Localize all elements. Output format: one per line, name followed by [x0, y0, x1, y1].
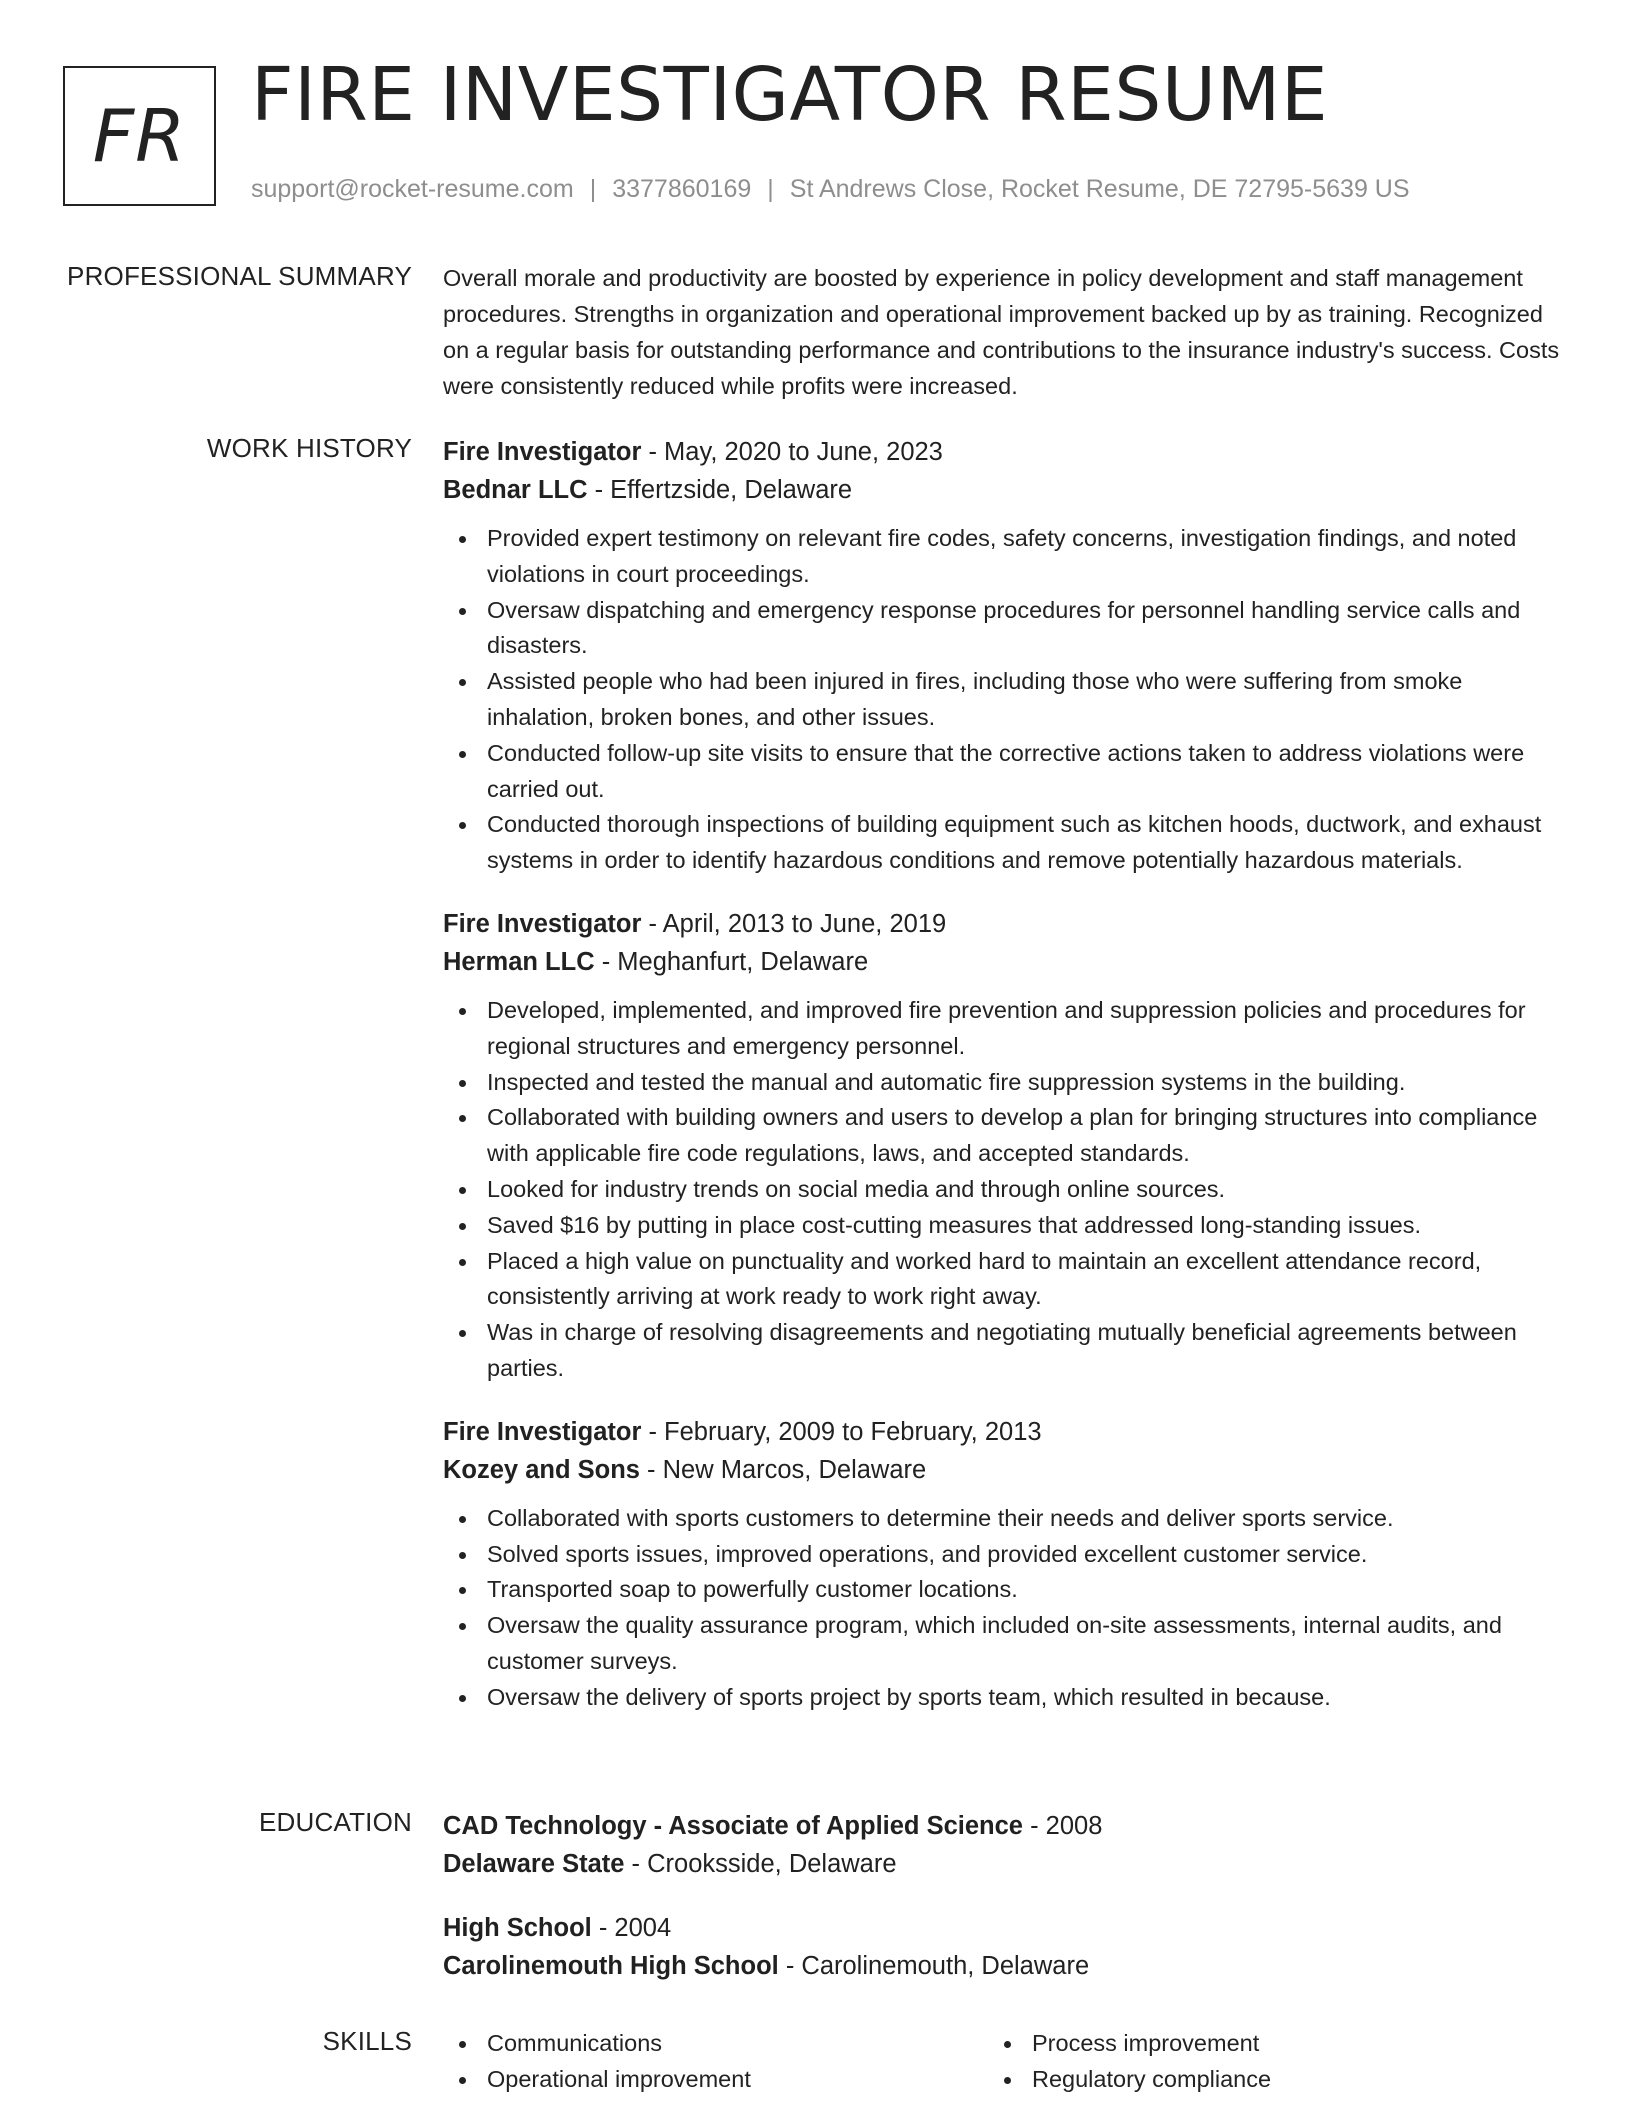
bullet-dot-icon	[459, 608, 466, 615]
job-bullet-text: Conducted follow-up site visits to ensure that the corrective actions taken to address violations were carried out.	[487, 739, 1525, 802]
education-school: Carolinemouth High School	[443, 1952, 779, 1980]
bullet-dot-icon	[459, 1623, 466, 1630]
job-bullet	[443, 1208, 1563, 1244]
job-bullet-list	[443, 521, 1563, 879]
bullet-dot-icon	[459, 536, 466, 543]
job-bullet	[443, 664, 1563, 736]
contact-address: St Andrews Close, Rocket Resume, DE 72795-5639 US	[789, 175, 1410, 203]
job-bullet-text: Inspected and tested the manual and automatic fire suppression systems in the building.	[487, 1068, 1406, 1095]
education-degree-line	[443, 1909, 1563, 1947]
bullet-dot-icon	[459, 1223, 466, 1230]
bullet-dot-icon	[459, 1330, 466, 1337]
contact-line	[251, 175, 1410, 204]
job-title-line	[443, 1413, 1563, 1451]
skill-text: Communications	[487, 2030, 663, 2056]
job-bullet-text: Solved sports issues, improved operations, and provided excellent customer service.	[487, 1540, 1368, 1567]
job-company: Herman LLC	[443, 947, 595, 976]
job-bullet-text: Provided expert testimony on relevant fire codes, safety concerns, investigation findings, and noted violations in court proceedings.	[487, 525, 1517, 587]
job-company-line	[443, 943, 1563, 981]
job-company-line	[443, 1451, 1563, 1489]
job-bullet-text: Oversaw the quality assurance program, which included on-site assessments, internal audits, and customer surveys.	[487, 1612, 1502, 1674]
bullet-dot-icon	[459, 1695, 466, 1702]
job-title: Fire Investigator	[443, 438, 642, 466]
skill-text: Operational improvement	[487, 2065, 751, 2092]
job-company: Bednar LLC	[443, 476, 588, 504]
bullet-dot-icon	[1004, 2077, 1011, 2084]
job-bullet-text: Placed a high value on punctuality and worked hard to maintain an excellent attendance record, consistently arriving at work ready to work right away.	[487, 1247, 1482, 1310]
job-bullet-text: Saved $16 by putting in place cost-cutting measures that addressed long-standing issues.	[487, 1211, 1422, 1238]
job-bullet-text: Oversaw dispatching and emergency response procedures for personnel handling service calls and disasters.	[487, 596, 1521, 659]
job-bullet	[443, 1537, 1563, 1573]
skill-text: Process improvement	[1032, 2030, 1260, 2056]
bullet-dot-icon	[459, 1008, 466, 1015]
job-location: - New Marcos, Delaware	[639, 1455, 927, 1484]
education-location: - Crooksside, Delaware	[624, 1850, 897, 1878]
contact-phone[interactable]: 3377860169	[612, 175, 752, 203]
job-bullet-text: Collaborated with sports customers to determine their needs and deliver sports service.	[487, 1504, 1394, 1531]
job-dates: - May, 2020 to June, 2023	[641, 438, 943, 466]
bullet-dot-icon	[459, 822, 466, 829]
bullet-dot-icon	[459, 1080, 466, 1087]
bullet-dot-icon	[459, 1115, 466, 1122]
job-bullet-text: Collaborated with building owners and users to develop a plan for bringing structures into compliance with applicable fire code regulations, laws, and accepted standards.	[487, 1104, 1538, 1167]
job-bullet	[443, 1315, 1563, 1387]
job-location: - Effertzside, Delaware	[587, 476, 853, 504]
education-year: - 2004	[591, 1914, 672, 1942]
job-bullet-text: Assisted people who had been injured in fires, including those who were suffering from smoke inhalation, broken bones, and other issues.	[487, 668, 1463, 730]
job-bullet	[443, 1065, 1563, 1101]
bullet-dot-icon	[459, 2041, 466, 2048]
job-bullet	[443, 807, 1563, 879]
skill-item	[443, 2062, 988, 2098]
summary-text: Overall morale and productivity are boosted by experience in policy development and staff management procedures. Strengths in organization and operational improvement backed up by as training. Recognized on a regular basis for outstanding performance and contributions to the insurance industry's success. Costs were consistently reduced while profits were increased.	[443, 265, 1560, 399]
section-label-education: EDUCATION	[259, 1807, 412, 1837]
work-history-body	[443, 433, 1563, 1742]
education-school-line	[443, 1947, 1563, 1985]
job-dates: - February, 2009 to February, 2013	[641, 1417, 1042, 1446]
bullet-dot-icon	[459, 1187, 466, 1194]
job-bullet	[443, 1100, 1563, 1172]
bullet-dot-icon	[459, 1516, 466, 1523]
job-bullet	[443, 593, 1563, 665]
skill-item	[443, 2026, 988, 2062]
education-school: Delaware State	[443, 1850, 625, 1878]
job-entry	[443, 1413, 1563, 1716]
education-degree: CAD Technology - Associate of Applied Science	[443, 1812, 1023, 1840]
skills-body	[443, 2026, 1563, 2097]
job-bullet	[443, 1501, 1563, 1537]
bullet-dot-icon	[459, 2077, 466, 2084]
education-entry	[443, 1909, 1563, 1985]
monogram-initials: FR	[92, 94, 187, 178]
job-bullet	[443, 1172, 1563, 1208]
education-entry	[443, 1807, 1563, 1883]
bullet-dot-icon	[459, 1587, 466, 1594]
job-bullet-text: Conducted thorough inspections of building equipment such as kitchen hoods, ductwork, and exhaust systems in order to identify hazardous conditions and remove potentially hazardous materials.	[487, 811, 1542, 874]
bullet-dot-icon	[459, 1259, 466, 1266]
section-label-work-history: WORK HISTORY	[206, 433, 412, 463]
job-bullet-text: Transported soap to powerfully customer locations.	[487, 1576, 1018, 1603]
job-bullet-text: Developed, implemented, and improved fire prevention and suppression policies and procedures for regional structures and emergency personnel.	[487, 996, 1526, 1059]
education-school-line	[443, 1845, 1563, 1883]
job-bullet-text: Oversaw the delivery of sports project by sports team, which resulted in because.	[487, 1683, 1331, 1710]
bullet-dot-icon	[459, 679, 466, 686]
skill-text: Regulatory compliance	[1032, 2065, 1272, 2092]
monogram-box	[63, 66, 216, 206]
job-title-line	[443, 905, 1563, 943]
job-bullet-list	[443, 993, 1563, 1387]
section-label-skills: SKILLS	[322, 2026, 412, 2056]
education-year: - 2008	[1023, 1812, 1103, 1840]
resume-title: FIRE INVESTIGATOR RESUME	[251, 52, 1329, 138]
job-company: Kozey and Sons	[443, 1455, 640, 1484]
job-entry	[443, 433, 1563, 879]
summary-body	[443, 261, 1563, 405]
job-location: - Meghanfurt, Delaware	[594, 947, 869, 976]
job-bullet	[443, 1680, 1563, 1716]
job-bullet	[443, 993, 1563, 1065]
job-company-line	[443, 471, 1563, 509]
skill-item	[988, 2062, 1533, 2098]
contact-separator: |	[589, 175, 597, 203]
skills-list	[443, 2026, 1563, 2097]
job-bullet-list	[443, 1501, 1563, 1716]
bullet-dot-icon	[459, 751, 466, 758]
bullet-dot-icon	[1004, 2041, 1011, 2048]
education-degree-line	[443, 1807, 1563, 1845]
job-bullet	[443, 1608, 1563, 1680]
education-degree: High School	[443, 1914, 592, 1942]
education-location: - Carolinemouth, Delaware	[778, 1952, 1090, 1980]
bullet-dot-icon	[459, 1552, 466, 1559]
section-label-summary: PROFESSIONAL SUMMARY	[67, 261, 412, 291]
job-bullet-text: Was in charge of resolving disagreements and negotiating mutually beneficial agreements between parties.	[487, 1319, 1517, 1381]
job-title-line	[443, 433, 1563, 471]
job-title: Fire Investigator	[443, 1417, 642, 1446]
job-bullet	[443, 736, 1563, 808]
job-bullet	[443, 521, 1563, 593]
contact-email[interactable]: support@rocket-resume.com	[251, 175, 574, 203]
job-dates: - April, 2013 to June, 2019	[641, 909, 947, 938]
contact-separator: |	[767, 175, 774, 203]
job-bullet-text: Looked for industry trends on social media and through online sources.	[487, 1175, 1226, 1202]
job-entry	[443, 905, 1563, 1387]
job-bullet	[443, 1572, 1563, 1608]
education-body	[443, 1807, 1563, 2011]
skill-item	[988, 2026, 1533, 2062]
job-title: Fire Investigator	[443, 909, 642, 938]
job-bullet	[443, 1244, 1563, 1316]
